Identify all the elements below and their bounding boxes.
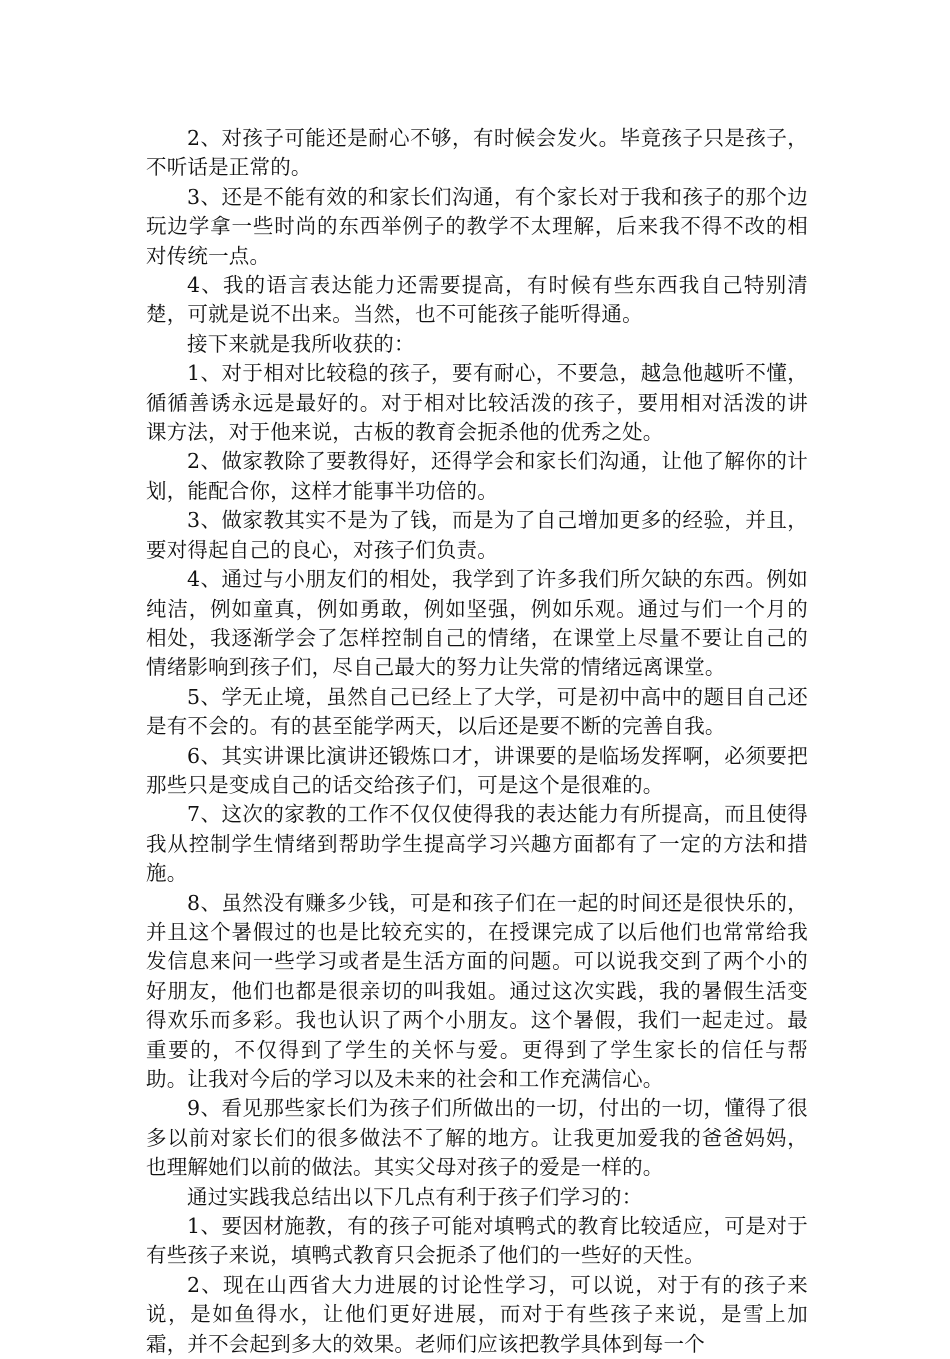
paragraph: 2、现在山西省大力进展的讨论性学习，可以说，对于有的孩子来说，是如鱼得水，让他们更好进展，而对于有些孩子来说，是雪上加霜，并不会起到多大的效果。老师们应该把教学具体到每一个 <box>146 1272 808 1356</box>
paragraph: 2、做家教除了要教得好，还得学会和家长们沟通，让他了解你的计划，能配合你，这样才能事半功倍的。 <box>146 449 808 503</box>
paragraph: 4、我的语言表达能力还需要提高，有时候有些东西我自己特别清楚，可就是说不出来。当然，也不可能孩子能听得通。 <box>146 273 808 327</box>
paragraph: 6、其实讲课比演讲还锻炼口才，讲课要的是临场发挥啊，必须要把那些只是变成自己的话交给孩子们，可是这个是很难的。 <box>146 743 808 797</box>
paragraph: 9、看见那些家长们为孩子们所做出的一切，付出的一切，懂得了很多以前对家长们的很多做法不了解的地方。让我更加爱我的爸爸妈妈，也理解她们以前的做法。其实父母对孩子的爱是一样的。 <box>146 1096 808 1180</box>
paragraph: 1、要因材施教，有的孩子可能对填鸭式的教育比较适应，可是对于有些孩子来说，填鸭式教育只会扼杀了他们的一些好的天性。 <box>146 1214 808 1268</box>
paragraph: 7、这次的家教的工作不仅仅使得我的表达能力有所提高，而且使得我从控制学生情绪到帮助学生提高学习兴趣方面都有了一定的方法和措施。 <box>146 802 808 886</box>
paragraph: 1、对于相对比较稳的孩子，要有耐心，不要急，越急他越听不懂，循循善诱永远是最好的。对于相对比较活泼的孩子，要用相对活泼的讲课方法，对于他来说，古板的教育会扼杀他的优秀之处。 <box>146 361 808 445</box>
section-heading: 通过实践我总结出以下几点有利于孩子们学习的： <box>187 1184 643 1209</box>
paragraph: 5、学无止境，虽然自己已经上了大学，可是初中高中的题目自己还是有不会的。有的甚至能学两天，以后还是要不断的完善自我。 <box>146 684 808 739</box>
paragraph: 3、做家教其实不是为了钱，而是为了自己增加更多的经验，并且，要对得起自己的良心，对孩子们负责。 <box>146 508 808 562</box>
paragraph: 4、通过与小朋友们的相处，我学到了许多我们所欠缺的东西。例如纯洁，例如童真，例如勇敢，例如坚强，例如乐观。通过与们一个月的相处，我逐渐学会了怎样控制自己的情绪，在课堂上尽量不要让自己的情绪影响到孩子们，尽自己最大的努力让失常的情绪远离课堂。 <box>146 567 808 680</box>
document-page <box>146 124 808 1359</box>
paragraph: 3、还是不能有效的和家长们沟通，有个家长对于我和孩子的那个边玩边学拿一些时尚的东西举例子的教学不太理解，后来我不得不改的相对传统一点。 <box>146 184 808 268</box>
paragraph: 8、虽然没有赚多少钱，可是和孩子们在一起的时间还是很快乐的，并且这个暑假过的也是比较充实的，在授课完成了以后他们也常常给我发信息来问一些学习或者是生活方面的问题。可以说我交到了两个小的好朋友，他们也都是很亲切的叫我姐。通过这次实践，我的暑假生活变得欢乐而多彩。我也认识了两个小朋友。这个暑假，我们一起走过。最重要的，不仅得到了学生的关怀与爱。更得到了学生家长的信任与帮助。让我对今后的学习以及未来的社会和工作充满信心。 <box>146 890 808 1091</box>
paragraph: 2、对孩子可能还是耐心不够，有时候会发火。毕竟孩子只是孩子，不听话是正常的。 <box>146 126 808 180</box>
section-heading: 接下来就是我所收获的： <box>187 331 415 356</box>
